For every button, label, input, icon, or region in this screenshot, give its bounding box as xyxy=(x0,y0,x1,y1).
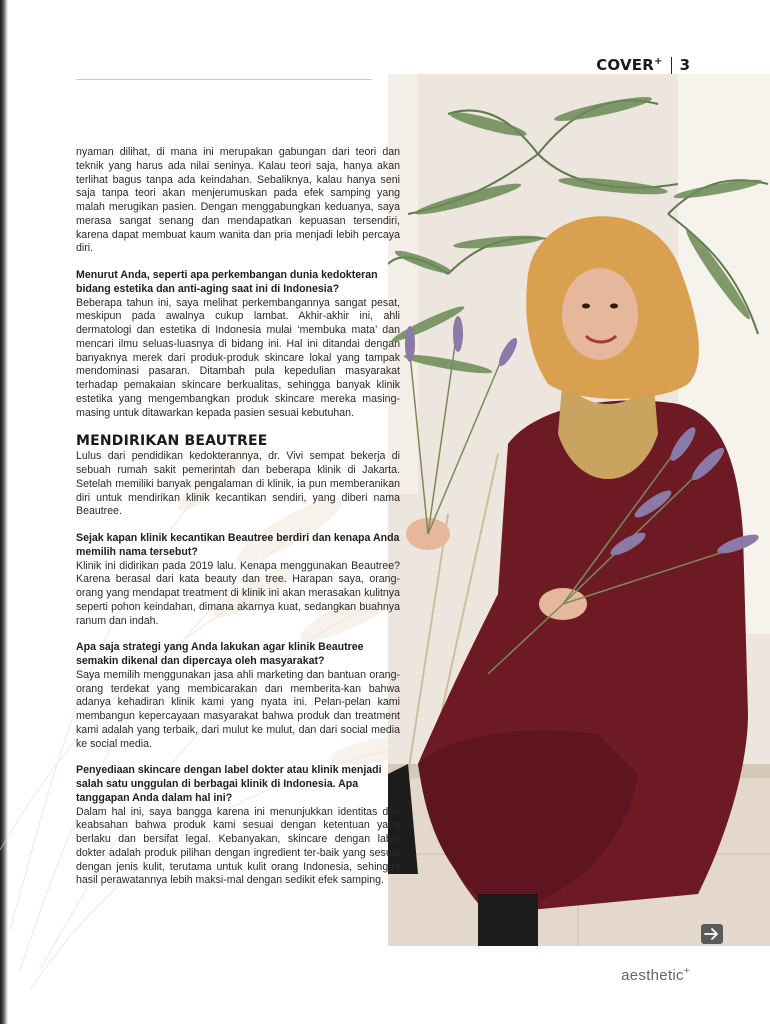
paragraph: Beberapa tahun ini, saya melihat perkembangannya sangat pesat, meskipun pada awalnya cukup lambat. Akhir-akhir ini, ahli dermatologi dan estetika di Indonesia mulai ‘membuka mata’ dan mencari ilmu seluas-luasnya di bidang ini. Hal ini ditandai dengan banyaknya merek dari produk-produk skincare lokal yang tampak mendominasi pasaran. Ditambah pula kepedulian masyarakat terhadap pemakaian skincare berkualitas, sehingga banyak klinik estetika yang mengembangkan produk skincare mereka masing-masing untuk ditawarkan kepada pasien sesuai kebutuhan. xyxy=(76,296,400,419)
section-heading: MENDIRIKAN BEAUTREE xyxy=(76,433,268,450)
paragraph: nyaman dilihat, di mana ini merupakan gabungan dari teori dan teknik yang harus ada nilai seninya. Kalau teori saja, hanya akan terlihat bagus tanpa ada keindahan. Sebaliknya, kalau hanya seni saja tanpa teori akan menjerumuskan pada efek samping yang malah merugikan pasien. Dengan menggabungkan keduanya, saya merasa sangat senang dan mendapatkan kepuasan tersendiri, karena dapat membuat kaum wanita dan pria menjadi lebih percaya diri. xyxy=(76,146,400,255)
article-column xyxy=(76,146,400,888)
section-label: COVER+ xyxy=(596,56,663,74)
header-divider xyxy=(671,57,672,74)
page-edge-shadow xyxy=(0,0,8,1024)
magazine-logo: aesthetic+ xyxy=(621,966,690,984)
arrow-right-icon xyxy=(704,927,720,941)
page-number: 3 xyxy=(679,56,690,74)
top-rule xyxy=(76,79,372,80)
page-header xyxy=(596,56,690,74)
portrait-photo xyxy=(388,74,770,946)
interview-question: Apa saja strategi yang Anda lakukan agar klinik Beautree semakin dikenal dan dipercaya oleh masyarakat? xyxy=(76,641,364,667)
interview-question: Menurut Anda, seperti apa perkembangan dunia kedokteran bidang estetika dan anti-aging saat ini di Indonesia? xyxy=(76,269,378,295)
interview-question: Penyediaan skincare dengan label dokter atau klinik menjadi salah satu unggulan di berbagai klinik di Indonesia. Apa tanggapan Anda dalam hal ini? xyxy=(76,764,382,804)
paragraph: Lulus dari pendidikan kedokterannya, dr. Vivi sempat bekerja di sebuah rumah sakit pemerintah dan beberapa klinik di Jakarta. Setelah memiliki banyak pengalaman di klinik, ia pun memberanikan diri untuk mendirikan klinik kecantikan sendiri, yang diberi nama Beautree. xyxy=(76,450,400,518)
interview-question: Sejak kapan klinik kecantikan Beautree berdiri dan kenapa Anda memilih nama tersebut? xyxy=(76,532,400,558)
photo-illustration xyxy=(388,74,770,946)
paragraph: Klinik ini didirikan pada 2019 lalu. Kenapa menggunakan Beautree? Karena berasal dari kata beauty dan tree. Harapan saya, orang- orang yang mendapat treatment di klinik ini akan merasakan kulitnya seperti pohon keindahan, dimana akarnya kuat, sedangkan buahnya ranum dan indah. xyxy=(76,559,400,627)
paragraph: Dalam hal ini, saya bangga karena ini menunjukkan identitas dan keabsahan bahwa produk kami sesuai dengan ketentuan yang berlaku dan bersifat legal. Kebanyakan, skincare dengan label dokter adalah produk pilihan dengan ingredient ter-baik yang sesuai dengan jenis kulit, terutama untuk kulit orang Indonesia, sehingga hasil perawatannya lebih maksi-mal dengan sedikit efek samping. xyxy=(76,805,400,887)
paragraph: Saya memilih menggunakan jasa ahli marketing dan bantuan orang-orang terdekat yang membicarakan dan memberita-kan bahwa adanya kehadiran klinik kami yang nyata ini. Pelan-pelan kami membangun kepercayaan masyarakat bahwa produk dan treatment kami adalah yang terbaik, dari mulut ke mulut, dan dari social media ke social media. xyxy=(76,668,400,750)
next-page-button[interactable] xyxy=(701,924,723,944)
